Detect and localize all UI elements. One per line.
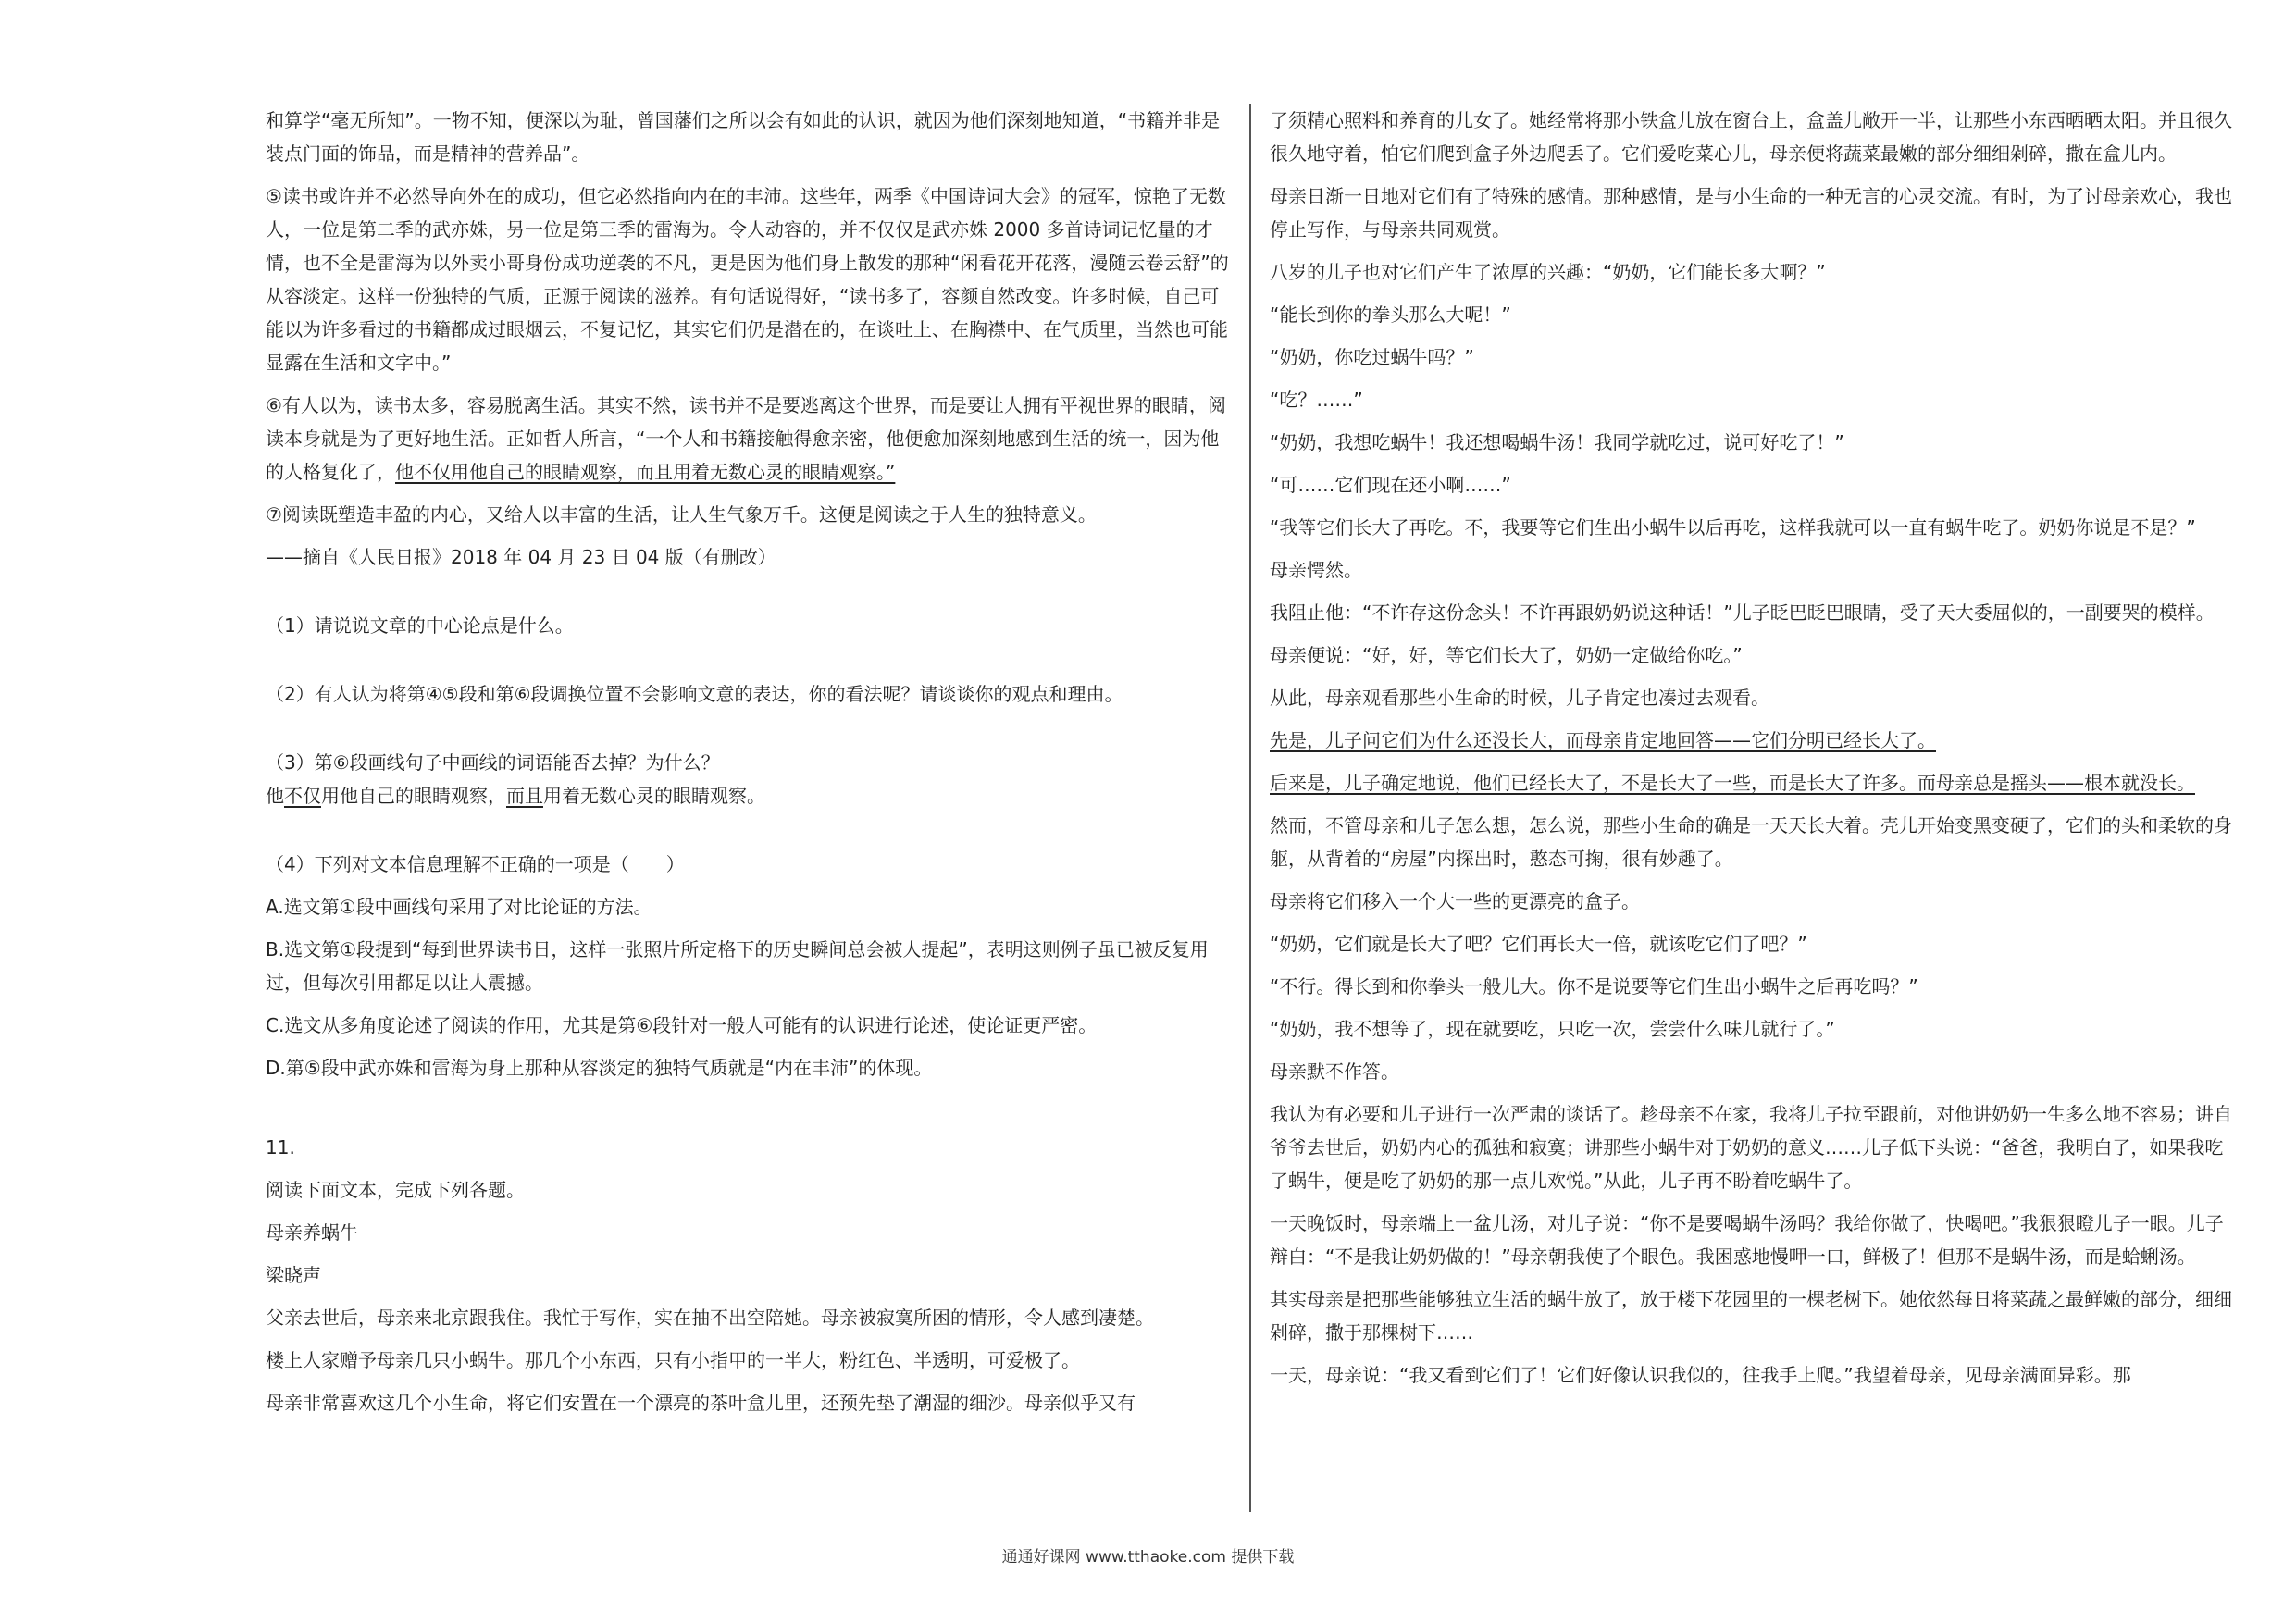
- q3-underline-1: 不仅: [284, 785, 321, 807]
- story-paragraph-r9: “我等它们长大了再吃。不，我要等它们生出小蜗牛以后再吃，这样我就可以一直有蜗牛吃了。奶奶你说是不是？”: [1270, 516, 2196, 539]
- story-paragraph-r20: “奶奶，我不想等了，现在就要吃，只吃一次，尝尝什么味儿就行了。”: [1270, 1018, 1835, 1040]
- story-paragraph-r6: “吃？……”: [1270, 389, 1363, 411]
- question-1: （1）请说说文章的中心论点是什么。: [266, 614, 574, 637]
- page-footer: 通通好课网 www.tthaoke.com 提供下载: [1001, 1548, 1295, 1567]
- story-paragraph-r22: 我认为有必要和儿子进行一次严肃的谈话了。趁母亲不在家，我将儿子拉至跟前，对他讲奶奶一生多么地不容易；讲自爷爷去世后，奶奶内心的孤独和寂寞；讲那些小蜗牛对于奶奶的意义……儿子低下头说：“爸爸，我明白了，如果我吃了蜗牛，便是吃了奶奶的那一点儿欢悦。”从此，儿子再不盼着吃蜗牛了。: [1270, 1103, 2232, 1192]
- story-paragraph-3: 母亲非常喜欢这几个小生命，将它们安置在一个漂亮的茶叶盒儿里，还预先垫了潮湿的细沙。母亲似乎又有: [266, 1392, 1136, 1414]
- story-paragraph-r24: 其实母亲是把那些能够独立生活的蜗牛放了，放于楼下花园里的一棵老树下。她依然每日将菜蔬之最鲜嫩的部分，细细剁碎，撒于那棵树下……: [1270, 1288, 2232, 1344]
- right-column: [1270, 104, 2241, 1401]
- question-2: （2）有人认为将第④⑤段和第⑥段调换位置不会影响文意的表达，你的看法呢？请谈谈你的观点和理由。: [266, 683, 1123, 705]
- story-paragraph-r3: 八岁的儿子也对它们产生了浓厚的兴趣：“奶奶，它们能长多大啊？”: [1270, 261, 1826, 283]
- story-paragraph-r25: 一天，母亲说：“我又看到它们了！它们好像认识我似的，往我手上爬。”我望着母亲，见母亲满面异彩。那: [1270, 1364, 2131, 1386]
- question-3: （3）第⑥段画线句子中画线的词语能否去掉？为什么？: [266, 751, 720, 774]
- paragraph-5: ⑤读书或许并不必然导向外在的成功，但它必然指向内在的丰沛。这些年，两季《中国诗词大会》的冠军，惊艳了无数人，一位是第二季的武亦姝，另一位是第三季的雷海为。令人动容的，并不仅仅是武亦姝 2000 多首诗词记忆量的才情，也不全是雷海为以外卖小哥身份成功逆袭的不凡，更是因为他们身上散发的那种“闲看花开花落，漫随云卷云舒”的从容淡定。这样一份独特的气质，正源于阅读的滋养。有句话说得好，“读书多了，容颜自然改变。许多时候，自己可能以为许多看过的书籍都成过眼烟云，不复记忆，其实它们仍是潜在的，在谈吐上、在胸襟中、在气质里，当然也可能显露在生活和文字中。”: [266, 185, 1229, 374]
- story-underline-r15: 后来是，儿子确定地说，他们已经长大了，不是长大了一些，而是长大了许多。而母亲总是摇头——根本就没长。: [1270, 772, 2195, 794]
- story-paragraph-r8: “可……它们现在还小啊……”: [1270, 474, 1511, 496]
- question-3-sentence: [266, 779, 1233, 812]
- story-paragraph-1: 父亲去世后，母亲来北京跟我住。我忙于写作，实在抽不出空陪她。母亲被寂寞所困的情形，令人感到凄楚。: [266, 1307, 1154, 1329]
- story-paragraph-r19: “不行。得长到和你拳头一般儿大。你不是说要等它们生出小蜗牛之后再吃吗？”: [1270, 975, 1918, 997]
- story-paragraph-r12: 母亲便说：“好，好，等它们长大了，奶奶一定做给你吃。”: [1270, 644, 1743, 666]
- question-11-number: 11.: [266, 1136, 295, 1158]
- paragraph-7: ⑦阅读既塑造丰盈的内心，又给人以丰富的生活，让人生气象万千。这便是阅读之于人生的独特意义。: [266, 503, 1097, 526]
- story-paragraph-r7: “奶奶，我想吃蜗牛！我还想喝蜗牛汤！我同学就吃过，说可好吃了！”: [1270, 431, 1844, 453]
- story-paragraph-r5: “奶奶，你吃过蜗牛吗？”: [1270, 346, 1474, 368]
- story-paragraph-r2: 母亲日渐一日地对它们有了特殊的感情。那种感情，是与小生命的一种无言的心灵交流。有时，为了讨母亲欢心，我也停止写作，与母亲共同观赏。: [1270, 185, 2232, 241]
- question-4: （4）下列对文本信息理解不正确的一项是（ ）: [266, 853, 685, 875]
- story-paragraph-r13: 从此，母亲观看那些小生命的时候，儿子肯定也凑过去观看。: [1270, 687, 1769, 709]
- question-11-instruction: 阅读下面文本，完成下列各题。: [266, 1179, 525, 1201]
- left-column: [266, 104, 1233, 1429]
- story-paragraph-r16: 然而，不管母亲和儿子怎么想，怎么说，那些小生命的确是一天天长大着。壳儿开始变黑变硬了，它们的头和柔软的身躯，从背着的“房屋”内探出时，憨态可掬，很有妙趣了。: [1270, 814, 2232, 870]
- column-divider: [1249, 104, 1251, 1512]
- story-paragraph-2: 楼上人家赠予母亲几只小蜗牛。那几个小东西，只有小指甲的一半大，粉红色、半透明，可爱极了。: [266, 1349, 1080, 1371]
- paragraph-6-underlined: 他不仅用他自己的眼睛观察，而且用着无数心灵的眼睛观察。”: [395, 461, 896, 483]
- story-paragraph-r18: “奶奶，它们就是长大了吧？它们再长大一倍，就该吃它们了吧？”: [1270, 933, 1807, 955]
- q3-seg-2: 用他自己的眼睛观察，: [321, 785, 506, 807]
- q3-seg-1: 他: [266, 785, 284, 807]
- story-paragraph-r15: [1270, 766, 2241, 799]
- story-paragraph-r23: 一天晚饭时，母亲端上一盆儿汤，对儿子说：“你不是要喝蜗牛汤吗？我给你做了，快喝吧。”我狠狠瞪儿子一眼。儿子辩白：“不是我让奶奶做的！”母亲朝我使了个眼色。我困惑地慢呷一口，鲜极了！但那不是蜗牛汤，而是蛤蜊汤。: [1270, 1212, 2224, 1268]
- story-paragraph-r21: 母亲默不作答。: [1270, 1060, 1399, 1083]
- story-author: 梁晓声: [266, 1264, 321, 1286]
- q3-seg-3: 用着无数心灵的眼睛观察。: [543, 785, 765, 807]
- story-paragraph-r1: 了须精心照料和养育的儿女了。她经常将那小铁盒儿放在窗台上，盒盖儿敞开一半，让那些小东西晒晒太阳。并且很久很久地守着，怕它们爬到盒子外边爬丢了。它们爱吃菜心儿，母亲便将蔬菜最嫩的部分细细剁碎，撒在盒儿内。: [1270, 109, 2232, 165]
- story-paragraph-r11: 我阻止他：“不许存这份念头！不许再跟奶奶说这种话！”儿子眨巴眨巴眼睛，受了天大委屈似的，一副要哭的模样。: [1270, 601, 2215, 624]
- story-paragraph-r4: “能长到你的拳头那么大呢！”: [1270, 304, 1511, 326]
- option-c: C.选文从多角度论述了阅读的作用，尤其是第⑥段针对一般人可能有的认识进行论述，使论证更严密。: [266, 1014, 1098, 1036]
- option-b: B.选文第①段提到“每到世界读书日，这样一张照片所定格下的历史瞬间总会被人提起”，表明这则例子虽已被反复用过，但每次引用都足以让人震撼。: [266, 938, 1209, 994]
- paragraph-intro: 和算学“毫无所知”。一物不知，便深以为耻，曾国藩们之所以会有如此的认识，就因为他们深刻地知道，“书籍并非是装点门面的饰品，而是精神的营养品”。: [266, 109, 1221, 165]
- q3-underline-2: 而且: [506, 785, 543, 807]
- story-paragraph-r17: 母亲将它们移入一个大一些的更漂亮的盒子。: [1270, 890, 1640, 912]
- story-underline-r14: 先是，儿子问它们为什么还没长大，而母亲肯定地回答——它们分明已经长大了。: [1270, 729, 1936, 751]
- paragraph-6: [266, 389, 1233, 489]
- story-paragraph-r14: [1270, 724, 2241, 757]
- option-d: D.第⑤段中武亦姝和雷海为身上那种从容淡定的独特气质就是“内在丰沛”的体现。: [266, 1057, 933, 1079]
- story-paragraph-r10: 母亲愕然。: [1270, 559, 1362, 581]
- story-title: 母亲养蜗牛: [266, 1221, 358, 1244]
- option-a: A.选文第①段中画线句采用了对比论证的方法。: [266, 896, 652, 918]
- source-line: ——摘自《人民日报》2018 年 04 月 23 日 04 版（有删改）: [266, 546, 776, 568]
- paragraph-6-text: ⑥有人以为，读书太多，容易脱离生活。其实不然，读书并不是要逃离这个世界，而是要让人拥有平视世界的眼睛，阅读本身就是为了更好地生活。正如哲人所言，“一个人和书籍接触得愈亲密，他便愈加深刻地感到生活的统一，因为他的人格复化了，: [266, 394, 1226, 483]
